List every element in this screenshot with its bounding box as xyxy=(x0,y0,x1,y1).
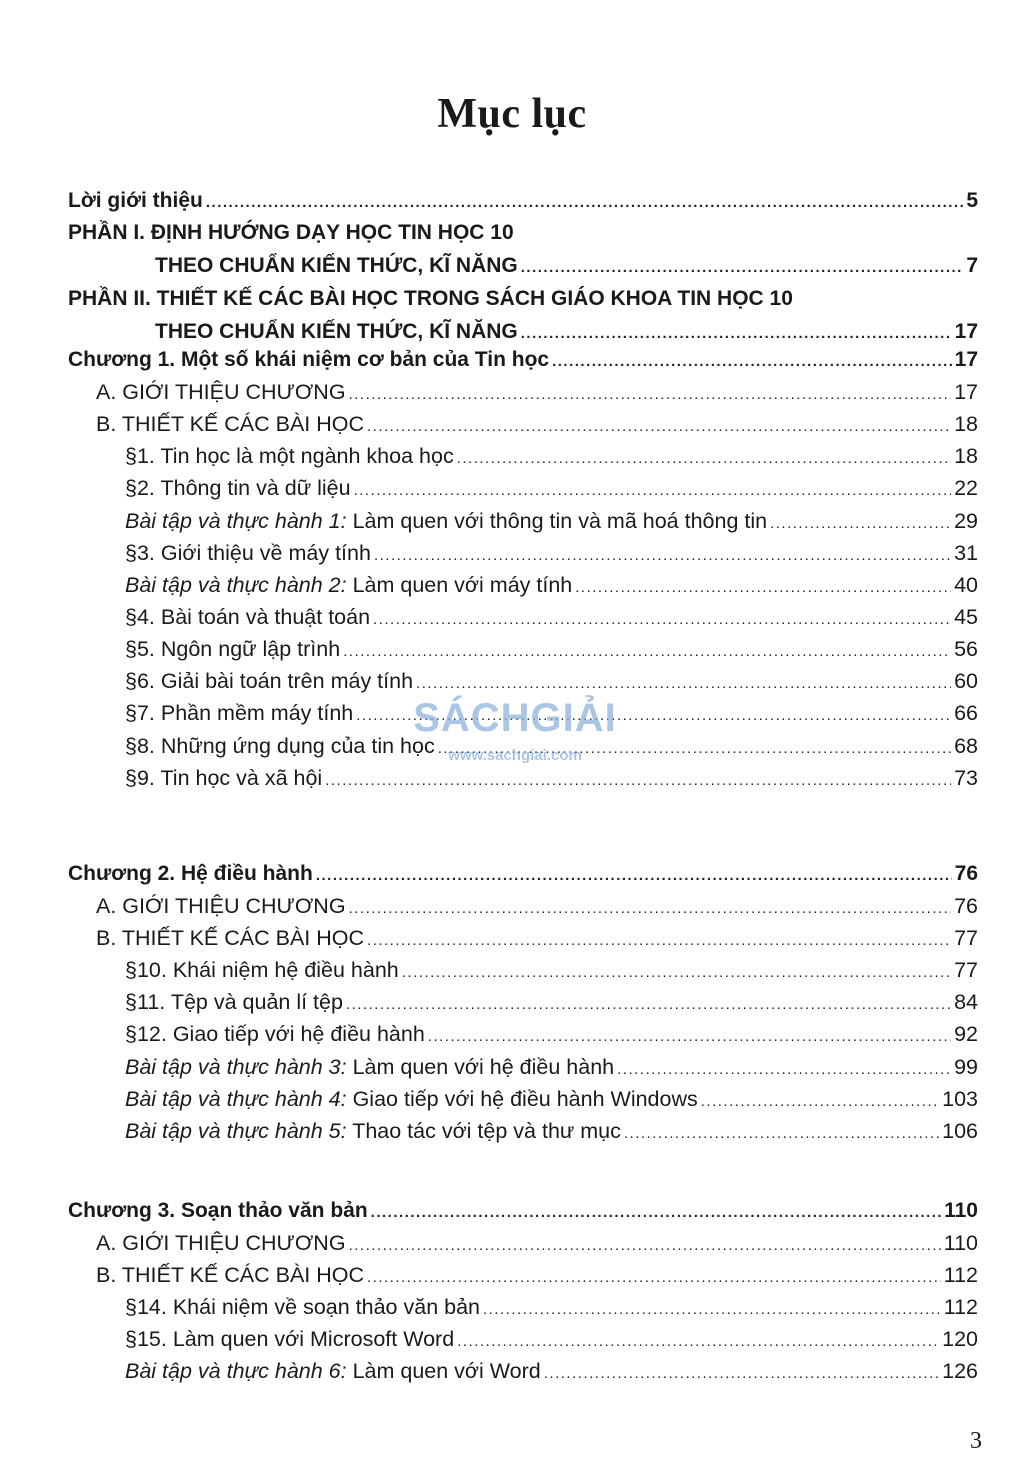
toc-entry-page: 77 xyxy=(954,958,978,982)
toc-entry-page: 68 xyxy=(954,734,978,758)
toc-entry[interactable] xyxy=(125,988,978,1019)
toc-entry-page: 84 xyxy=(954,990,978,1014)
toc-entry[interactable] xyxy=(125,1357,978,1388)
toc-entry-label: §14. Khái niệm về soạn thảo văn bản xyxy=(125,1295,481,1319)
toc-chapter-3[interactable] xyxy=(68,1197,978,1227)
exercise-prefix: Bài tập và thực hành 3: xyxy=(125,1055,347,1079)
dot-leader xyxy=(354,477,952,505)
dot-leader xyxy=(457,1328,939,1356)
dot-leader xyxy=(316,862,952,890)
toc-entry-page: 73 xyxy=(954,766,978,790)
dot-leader xyxy=(367,1264,941,1292)
toc-entry[interactable] xyxy=(125,507,978,538)
dot-leader xyxy=(521,254,964,282)
toc-entry-page: 29 xyxy=(954,509,978,533)
toc-entry-page: 120 xyxy=(942,1327,978,1351)
dot-leader xyxy=(367,927,951,955)
exercise-prefix: Bài tập và thực hành 6: xyxy=(125,1359,347,1383)
toc-entry[interactable] xyxy=(125,442,978,473)
toc-entry-label: THEO CHUẨN KIẾN THỨC, KĨ NĂNG xyxy=(155,320,518,343)
toc-entry-page: 106 xyxy=(942,1119,978,1143)
toc-entry-label: §5. Ngôn ngữ lập trình xyxy=(125,637,341,661)
toc-ch1-intro[interactable] xyxy=(96,378,978,409)
toc-entry-page: 110 xyxy=(943,1231,978,1255)
watermark-text: SÁCHGIẢI xyxy=(413,696,617,740)
exercise-title: Làm quen với hệ điều hành xyxy=(346,1055,615,1079)
toc-entry-label: THEO CHUẨN KIẾN THỨC, KĨ NĂNG xyxy=(155,254,518,277)
toc-entry-page: 103 xyxy=(942,1087,978,1111)
dot-leader xyxy=(624,1120,939,1148)
toc-entry-page: 110 xyxy=(944,1199,978,1222)
toc-entry-page: 18 xyxy=(954,444,978,468)
toc-entry-page: 7 xyxy=(966,254,978,277)
toc-entry-label: B. THIẾT KẾ CÁC BÀI HỌC xyxy=(96,1263,365,1287)
exercise-title: Giao tiếp với hệ điều hành Windows xyxy=(346,1087,698,1111)
toc-ch2-lessons[interactable] xyxy=(96,924,978,955)
dot-leader xyxy=(521,320,952,348)
dot-leader xyxy=(349,381,952,409)
toc-chapter-2[interactable] xyxy=(68,860,978,890)
dot-leader xyxy=(343,638,951,666)
dot-leader xyxy=(349,1232,941,1260)
exercise-title: Thao tác với tệp và thư mục xyxy=(346,1119,621,1143)
toc-part2-heading: PHẦN II. THIẾT KẾ CÁC BÀI HỌC TRONG SÁCH GIÁO KHOA TIN HỌC 10 xyxy=(68,287,793,310)
toc-entry-label: Chương 1. Một số khái niệm cơ bản của Tin học xyxy=(68,348,550,371)
toc-entry[interactable] xyxy=(125,1085,978,1116)
toc-entry[interactable] xyxy=(125,1117,978,1148)
toc-entry-label: A. GIỚI THIỆU CHƯƠNG xyxy=(96,894,346,918)
toc-chapter-1[interactable] xyxy=(68,346,978,376)
dot-leader xyxy=(544,1360,939,1388)
toc-entry-page: 60 xyxy=(954,669,978,693)
toc-entry-label: Chương 2. Hệ điều hành xyxy=(68,862,313,885)
dot-leader xyxy=(617,1056,951,1084)
dot-leader xyxy=(346,991,951,1019)
exercise-prefix: Bài tập và thực hành 4: xyxy=(125,1087,347,1111)
toc-entry-page: 45 xyxy=(954,605,978,629)
toc-entry[interactable] xyxy=(125,474,978,505)
toc-entry-label xyxy=(125,571,572,599)
exercise-prefix: Bài tập và thực hành 5: xyxy=(125,1119,347,1143)
toc-entry-label: §10. Khái niệm hệ điều hành xyxy=(125,958,399,982)
toc-entry-label: Chương 3. Soạn thảo văn bản xyxy=(68,1199,368,1222)
toc-entry-label: §3. Giới thiệu về máy tính xyxy=(125,541,371,565)
watermark-logo xyxy=(410,690,620,790)
toc-entry[interactable] xyxy=(125,956,978,987)
toc-entry-page: 22 xyxy=(954,476,978,500)
toc-entry-page: 92 xyxy=(954,1022,978,1046)
toc-entry-page: 66 xyxy=(954,701,978,725)
toc-entry-page: 76 xyxy=(954,862,978,885)
exercise-title: Làm quen với thông tin và mã hoá thông tin xyxy=(346,509,768,533)
toc-entry-label: A. GIỚI THIỆU CHƯƠNG xyxy=(96,1231,346,1255)
toc-entry-page: 99 xyxy=(954,1055,978,1079)
toc-entry-label: Lời giới thiệu xyxy=(68,189,203,212)
toc-entry[interactable] xyxy=(125,1053,978,1084)
toc-entry-label xyxy=(125,1117,621,1145)
toc-entry-label: A. GIỚI THIỆU CHƯƠNG xyxy=(96,380,346,404)
toc-entry-page: 5 xyxy=(966,189,978,212)
dot-leader xyxy=(371,1199,941,1227)
dot-leader xyxy=(349,895,952,923)
toc-entry-page: 17 xyxy=(954,348,978,371)
toc-entry-label: §11. Tệp và quản lí tệp xyxy=(125,990,343,1014)
toc-entry[interactable] xyxy=(125,1325,978,1356)
toc-entry-label: §9. Tin học và xã hội xyxy=(125,766,323,790)
toc-entry-page: 56 xyxy=(954,637,978,661)
dot-leader xyxy=(206,189,963,217)
dot-leader xyxy=(483,1296,941,1324)
dot-leader xyxy=(552,348,952,376)
toc-entry-page: 126 xyxy=(942,1359,978,1383)
toc-entry-label: §6. Giải bài toán trên máy tính xyxy=(125,669,414,693)
toc-entry-label: §1. Tin học là một ngành khoa học xyxy=(125,444,454,468)
dot-leader xyxy=(457,445,951,473)
toc-entry[interactable] xyxy=(125,635,978,666)
toc-entry-page: 17 xyxy=(954,380,978,404)
toc-entry-page: 77 xyxy=(954,926,978,950)
dot-leader xyxy=(770,510,951,538)
toc-entry-label: §8. Những ứng dụng của tin học xyxy=(125,734,435,758)
toc-ch2-intro[interactable] xyxy=(96,892,978,923)
dot-leader xyxy=(374,542,951,570)
toc-entry-page: 17 xyxy=(954,320,978,343)
toc-entry-part2[interactable] xyxy=(155,318,978,348)
dot-leader xyxy=(701,1088,939,1116)
toc-entry[interactable] xyxy=(125,1020,978,1051)
toc-entry[interactable] xyxy=(125,539,978,570)
toc-entry-part1[interactable] xyxy=(155,252,978,282)
toc-entry-label: §4. Bài toán và thuật toán xyxy=(125,605,371,629)
dot-leader xyxy=(402,959,951,987)
toc-part1-heading: PHẦN I. ĐỊNH HƯỚNG DẠY HỌC TIN HỌC 10 xyxy=(68,221,514,244)
toc-entry-label: §12. Giao tiếp với hệ điều hành xyxy=(125,1022,425,1046)
toc-entry-intro[interactable] xyxy=(68,187,978,217)
exercise-prefix: Bài tập và thực hành 2: xyxy=(125,573,347,597)
toc-entry-label xyxy=(125,1357,541,1385)
exercise-title: Làm quen với máy tính xyxy=(346,573,573,597)
toc-entry-label xyxy=(125,1085,698,1113)
page-title: Mục lục xyxy=(437,91,587,138)
toc-entry-page: 40 xyxy=(954,573,978,597)
exercise-prefix: Bài tập và thực hành 1: xyxy=(125,509,347,533)
dot-leader xyxy=(367,413,951,441)
toc-entry-page: 112 xyxy=(943,1263,978,1287)
toc-entry-page: 112 xyxy=(943,1295,978,1319)
toc-entry-label: B. THIẾT KẾ CÁC BÀI HỌC xyxy=(96,926,365,950)
dot-leader xyxy=(373,606,951,634)
toc-entry-label: §2. Thông tin và dữ liệu xyxy=(125,476,351,500)
dot-leader xyxy=(575,574,951,602)
toc-entry-page: 18 xyxy=(954,412,978,436)
dot-leader xyxy=(428,1023,951,1051)
toc-entry[interactable] xyxy=(125,603,978,634)
toc-entry-label: §7. Phần mềm máy tính xyxy=(125,701,354,725)
toc-entry-label: B. THIẾT KẾ CÁC BÀI HỌC xyxy=(96,412,365,436)
toc-entry[interactable] xyxy=(125,571,978,602)
toc-entry-page: 76 xyxy=(954,894,978,918)
toc-entry-page: 31 xyxy=(954,541,978,565)
toc-ch3-lessons[interactable] xyxy=(96,1261,978,1292)
exercise-title: Làm quen với Word xyxy=(346,1359,541,1383)
toc-entry-label: §15. Làm quen với Microsoft Word xyxy=(125,1327,455,1351)
toc-entry[interactable] xyxy=(125,1293,978,1324)
toc-ch1-lessons[interactable] xyxy=(96,410,978,441)
watermark-url: www.sachgiai.com xyxy=(448,747,582,764)
page-number: 3 xyxy=(970,1428,982,1454)
toc-entry-label xyxy=(125,507,767,535)
toc-entry-label xyxy=(125,1053,614,1081)
toc-ch3-intro[interactable] xyxy=(96,1229,978,1260)
